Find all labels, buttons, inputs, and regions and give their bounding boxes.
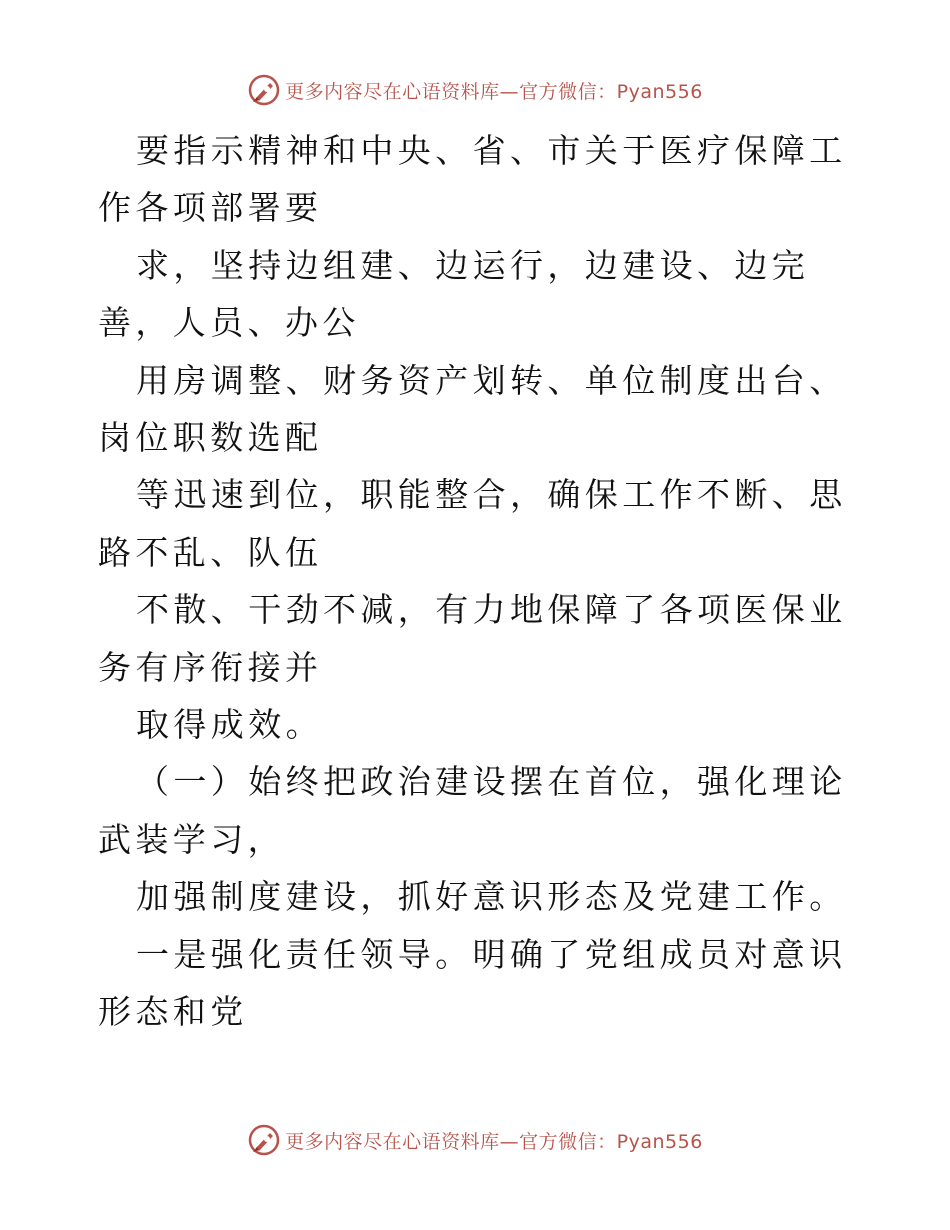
header-watermark-banner	[0, 70, 950, 110]
section-heading: （一）始终把政治建设摆在首位，强化理论武装学习，	[98, 762, 847, 859]
pen-logo-icon	[247, 1123, 281, 1157]
banner-text: 更多内容尽在心语资料库—官方微信：Pyan556	[285, 1130, 703, 1153]
paragraph: 求，坚持边组建、边运行，边建设、边完善，人员、办公	[98, 245, 810, 343]
document-body	[98, 122, 858, 1041]
paragraph: 一是强化责任领导。明确了党组成员对意识形态和党	[98, 934, 847, 1032]
paragraph: 用房调整、财务资产划转、单位制度出台、岗位职数选配	[98, 360, 847, 458]
paragraph: 不散、干劲不减，有力地保障了各项医保业务有序衔接并	[98, 590, 847, 687]
paragraph: 要指示精神和中央、省、市关于医疗保障工作各项部署要	[98, 131, 847, 228]
paragraph: 等迅速到位，职能整合，确保工作不断、思路不乱、队伍	[98, 475, 847, 572]
paragraph: 加强制度建设，抓好意识形态及党建工作。	[136, 877, 847, 917]
footer-watermark-banner	[0, 1120, 950, 1160]
banner-text: 更多内容尽在心语资料库—官方微信：Pyan556	[285, 80, 703, 103]
paragraph: 取得成效。	[136, 705, 323, 745]
pen-logo-icon	[247, 73, 281, 107]
